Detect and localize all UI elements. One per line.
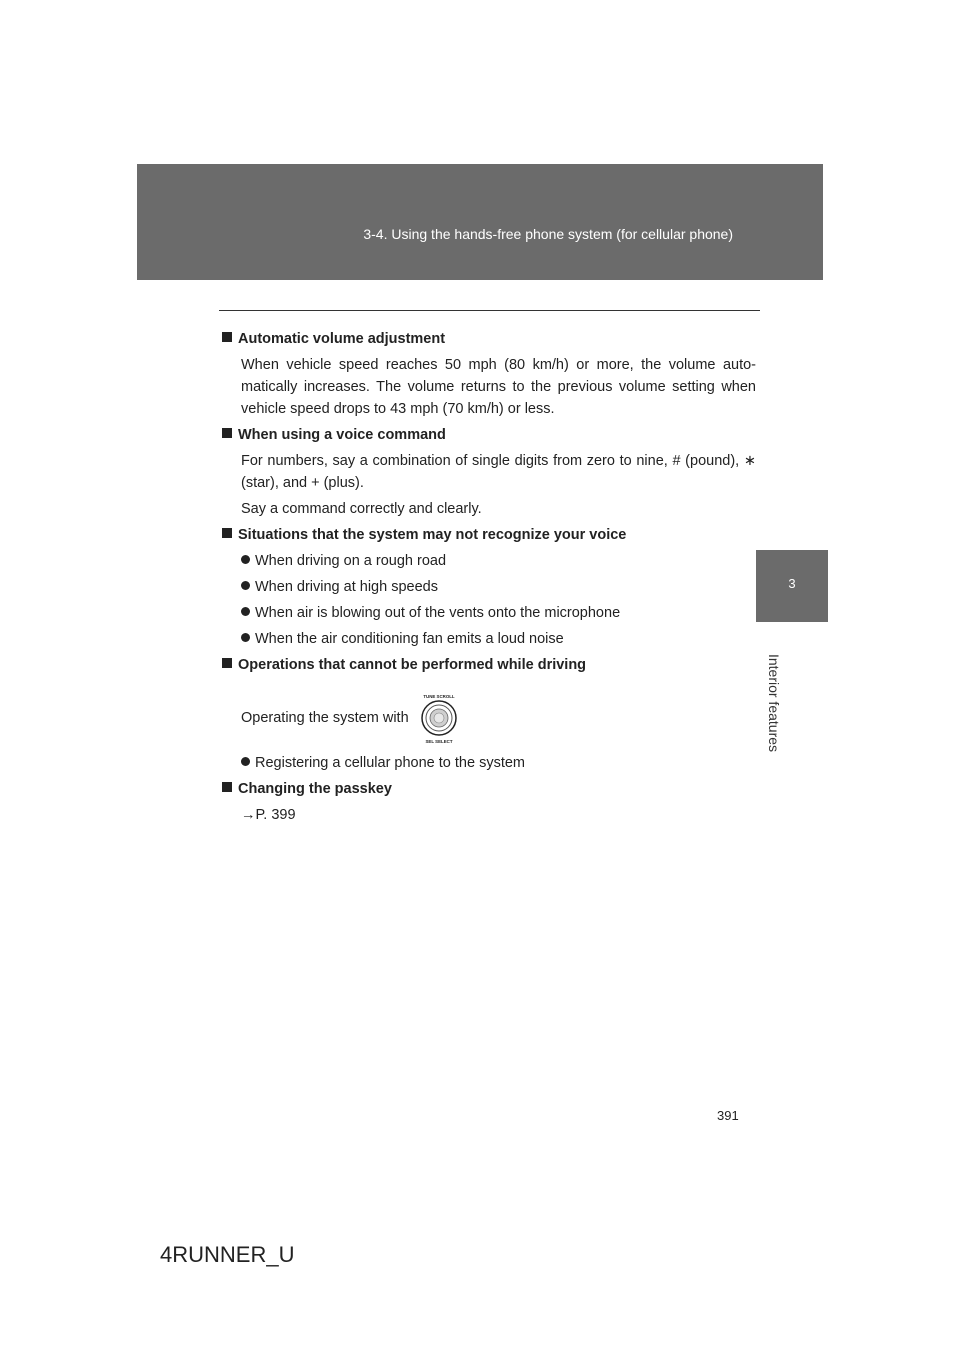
section-heading: Operations that cannot be performed while driving bbox=[222, 654, 756, 676]
tune-scroll-knob-icon bbox=[413, 690, 465, 746]
section-volume bbox=[222, 328, 756, 420]
dial-label-bottom: SEL SELECT bbox=[425, 739, 453, 744]
section-passkey bbox=[222, 778, 756, 826]
list-item: When the air conditioning fan emits a loud noise bbox=[222, 628, 756, 650]
section-heading: Changing the passkey bbox=[222, 778, 756, 800]
top-rule bbox=[219, 310, 760, 311]
paragraph: For numbers, say a combination of single digits from zero to nine, # (pound), ∗ (star), and + (plus). bbox=[241, 453, 756, 491]
section-heading: When using a voice command bbox=[222, 424, 756, 446]
chapter-label: Interior features bbox=[766, 653, 782, 753]
chapter-number: 3 bbox=[788, 576, 796, 591]
square-bullet-icon bbox=[222, 658, 232, 668]
chapter-tab bbox=[756, 550, 828, 622]
section-driving-restrictions bbox=[222, 654, 756, 774]
section-title: 3-4. Using the hands-free phone system (for cellular phone) bbox=[363, 226, 733, 242]
page-reference: →P. 399 bbox=[241, 807, 296, 823]
circle-bullet-icon bbox=[241, 633, 250, 642]
section-voice-command bbox=[222, 424, 756, 520]
section-heading: Automatic volume adjustment bbox=[222, 328, 756, 350]
square-bullet-icon bbox=[222, 332, 232, 342]
circle-bullet-icon bbox=[241, 607, 250, 616]
square-bullet-icon bbox=[222, 428, 232, 438]
square-bullet-icon bbox=[222, 782, 232, 792]
list-item: When air is blowing out of the vents onto the microphone bbox=[222, 602, 756, 624]
circle-bullet-icon bbox=[241, 555, 250, 564]
paragraph: When vehicle speed reaches 50 mph (80 km/h) or more, the volume auto-matically increases. The volume returns to the previous volume setting when vehicle speed drops to 43 mph (70 km/h) or less. bbox=[241, 357, 756, 417]
list-item: Operating the system with TUNE SCROLL SEL SELECT bbox=[222, 690, 756, 746]
circle-bullet-icon bbox=[241, 581, 250, 590]
list-item: When driving at high speeds bbox=[222, 576, 756, 598]
section-recognition bbox=[222, 524, 756, 650]
footer-code: 4RUNNER_U bbox=[160, 1242, 295, 1267]
paragraph: Say a command correctly and clearly. bbox=[241, 501, 482, 517]
section-heading: Situations that the system may not recognize your voice bbox=[222, 524, 756, 546]
main-content bbox=[222, 328, 756, 830]
list-item: When driving on a rough road bbox=[222, 550, 756, 572]
page-number: 391 bbox=[717, 1108, 739, 1123]
circle-bullet-icon bbox=[241, 757, 250, 766]
square-bullet-icon bbox=[222, 528, 232, 538]
header-band bbox=[137, 164, 823, 280]
dial-label-top: TUNE SCROLL bbox=[423, 694, 455, 699]
list-item: Registering a cellular phone to the system bbox=[222, 752, 756, 774]
